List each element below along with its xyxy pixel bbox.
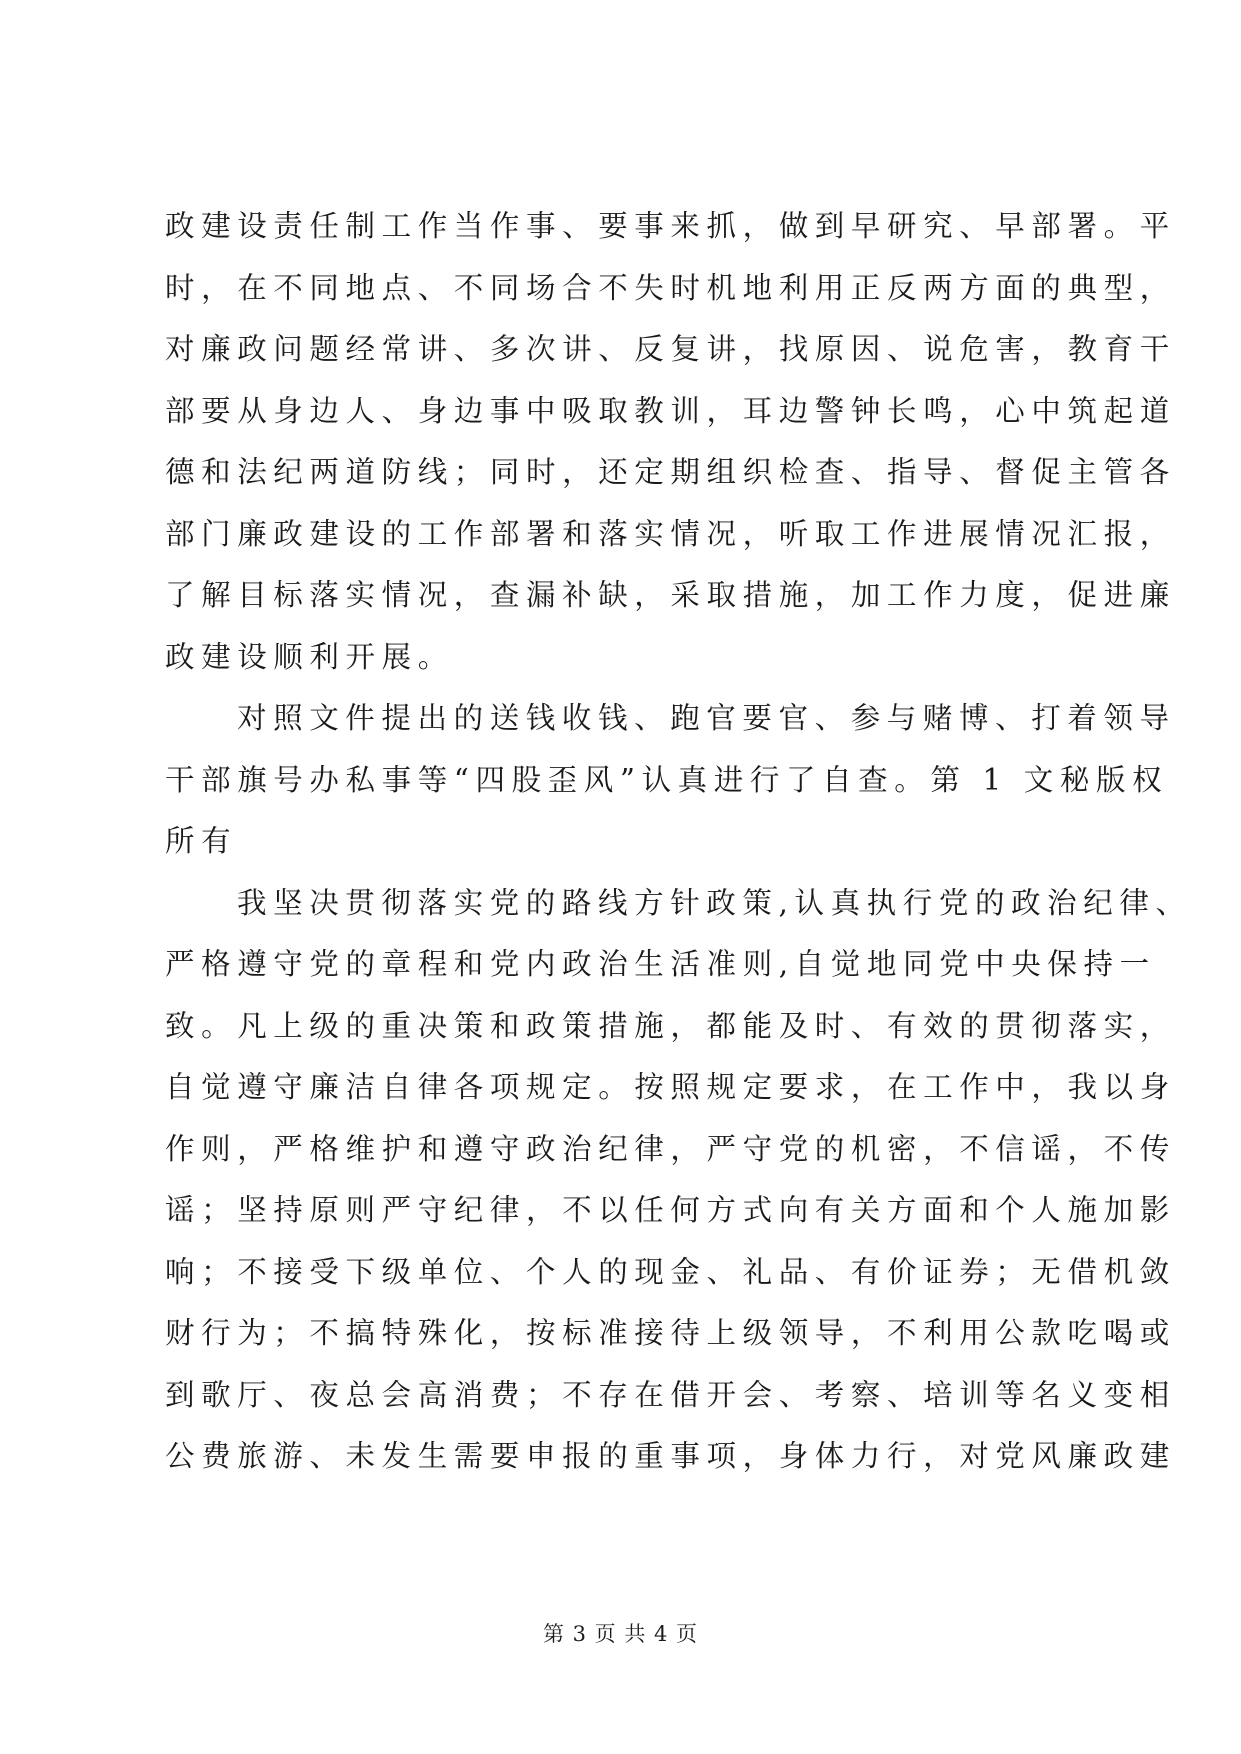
text-line: 时，在不同地点、不同场合不失时机地利用正反两方面的典型， [165,270,1176,305]
text-line: 我坚决贯彻落实党的路线方针政策,认真执行党的政治纪律、 [237,885,1192,920]
text-line: 德和法纪两道防线；同时，还定期组织检查、指导、督促主管各 [165,455,1176,489]
text-line: 干部旗号办私事等“四股歪风”认真进行了自查。第 1 文秘版权 [165,762,1169,797]
text-line: 对照文件提出的送钱收钱、跑官要官、参与赌博、打着领导 [237,701,1176,735]
text-line: 作则，严格维护和遵守政治纪律，严守党的机密，不信谣，不传 [165,1131,1176,1166]
text-line: 政建设责任制工作当作事、要事来抓，做到早研究、早部署。平 [165,209,1176,243]
text-line: 自觉遵守廉洁自律各项规定。按照规定要求，在工作中，我以身 [165,1070,1176,1104]
text-line: 致。凡上级的重决策和政策措施，都能及时、有效的贯彻落实， [165,1008,1176,1043]
text-line: 部门廉政建设的工作部署和落实情况，听取工作进展情况汇报， [165,516,1176,551]
text-line: 部要从身边人、身边事中吸取教训，耳边警钟长鸣，心中筑起道 [165,393,1176,428]
page-footer: 第 3 页 共 4 页 [542,1622,699,1646]
text-line: 政建设顺利开展。 [165,639,454,674]
text-line: 严格遵守党的章程和党内政治生活准则,自觉地同党中央保持一 [165,947,1156,981]
text-line: 对廉政问题经常讲、多次讲、反复讲，找原因、说危害，教育干 [165,332,1176,366]
text-line: 公费旅游、未发生需要申报的重事项，身体力行，对党风廉政建 [165,1439,1176,1473]
text-line: 谣；坚持原则严守纪律，不以任何方式向有关方面和个人施加影 [165,1193,1176,1227]
body-text [165,196,1192,1488]
text-line: 所有 [165,824,238,858]
text-line: 到歌厅、夜总会高消费；不存在借开会、考察、培训等名义变相 [165,1377,1176,1412]
text-line: 了解目标落实情况，查漏补缺，采取措施，加工作力度，促进廉 [165,578,1176,612]
text-line: 财行为；不搞特殊化，按标准接待上级领导，不利用公款吃喝或 [165,1316,1176,1350]
text-line: 响；不接受下级单位、个人的现金、礼品、有价证券；无借机敛 [165,1254,1176,1289]
